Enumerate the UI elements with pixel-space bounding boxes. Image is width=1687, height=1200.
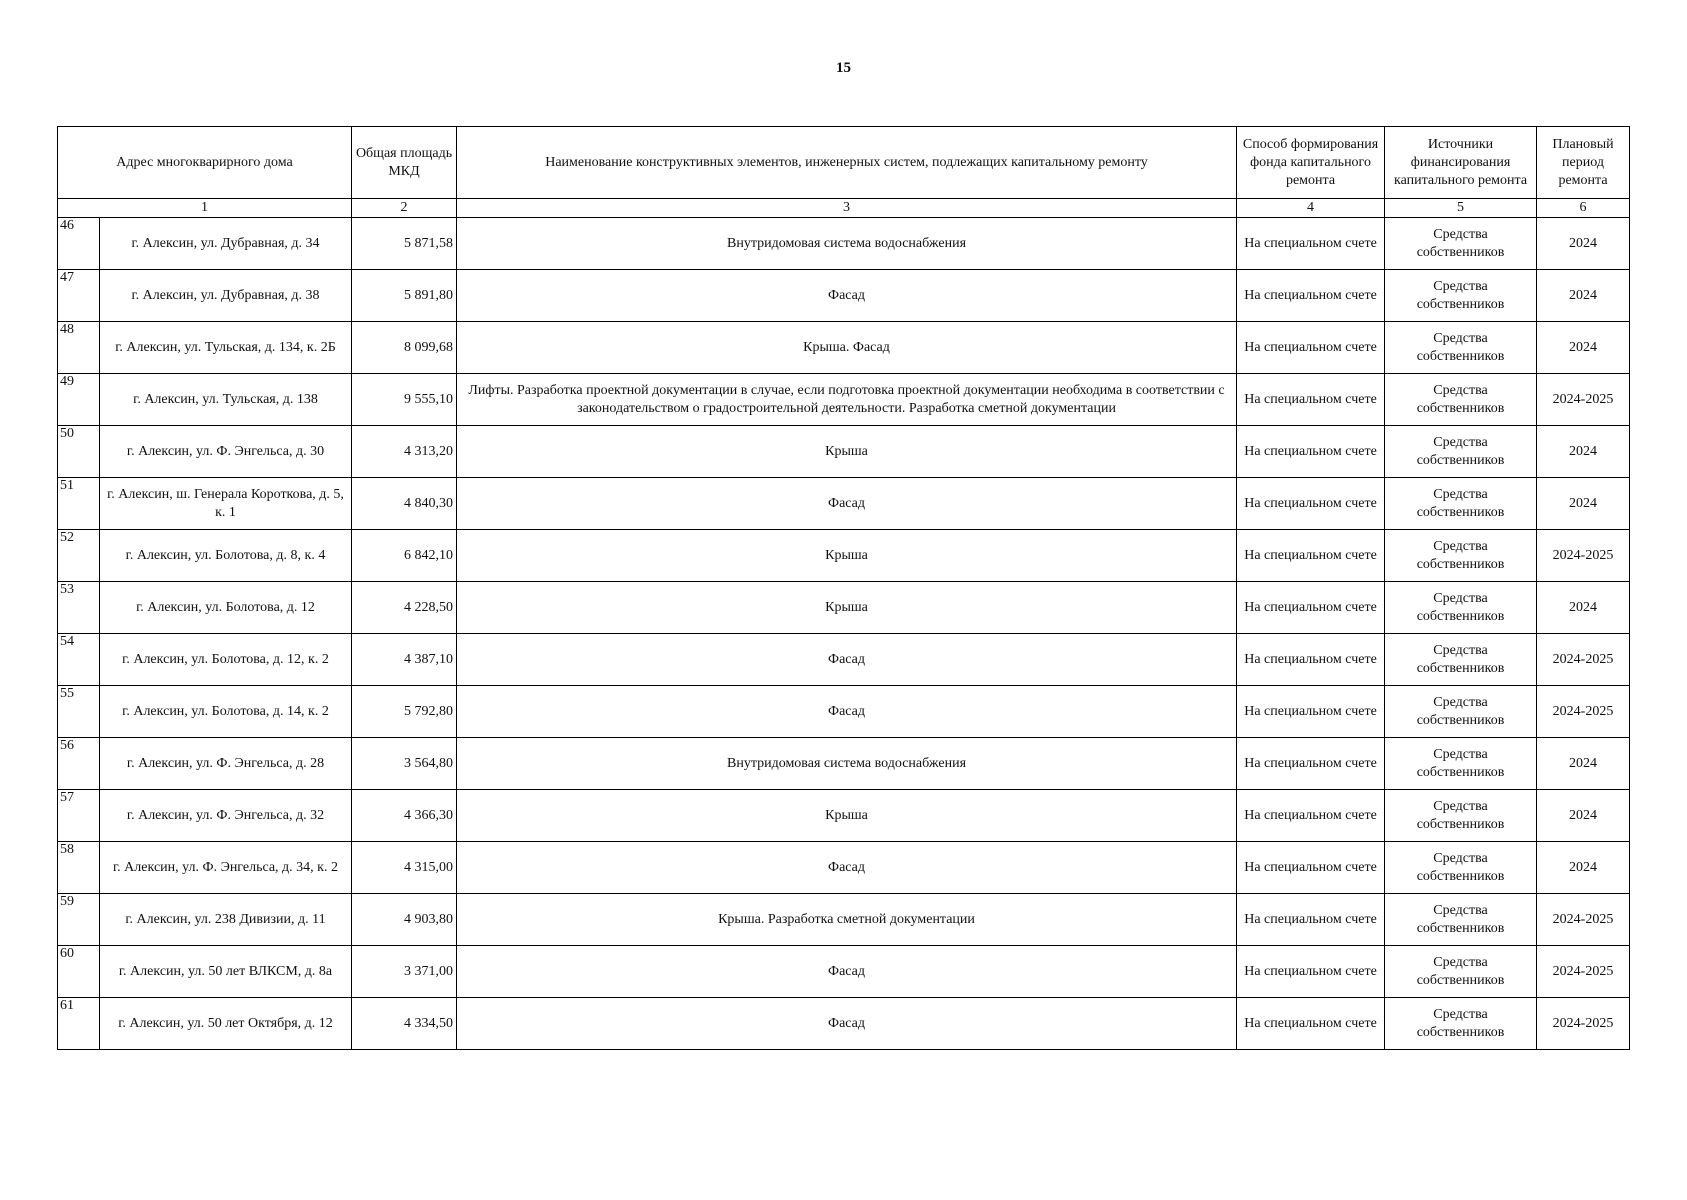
area-cell: 5 871,58 <box>352 218 457 270</box>
area-cell: 4 315,00 <box>352 842 457 894</box>
address-cell: г. Алексин, ш. Генерала Короткова, д. 5, к. 1 <box>100 478 352 530</box>
period-cell: 2024-2025 <box>1537 998 1630 1050</box>
funding-method-cell: На специальном счете <box>1237 270 1385 322</box>
address-cell: г. Алексин, ул. Ф. Энгельса, д. 32 <box>100 790 352 842</box>
table-row <box>58 686 1630 738</box>
period-cell: 2024 <box>1537 478 1630 530</box>
period-cell: 2024-2025 <box>1537 686 1630 738</box>
column-number: 6 <box>1537 199 1630 218</box>
funding-method-cell: На специальном счете <box>1237 894 1385 946</box>
work-cell: Фасад <box>457 270 1237 322</box>
column-header-address: Адрес многокварирного дома <box>58 127 352 199</box>
work-cell: Внутридомовая система водоснабжения <box>457 738 1237 790</box>
funding-method-cell: На специальном счете <box>1237 634 1385 686</box>
table-row <box>58 790 1630 842</box>
work-cell: Крыша <box>457 790 1237 842</box>
funding-source-cell: Средства собственников <box>1385 946 1537 998</box>
funding-source-cell: Средства собственников <box>1385 478 1537 530</box>
column-number: 1 <box>58 199 352 218</box>
column-header-source: Источники финансирования капитального ремонта <box>1385 127 1537 199</box>
row-number: 48 <box>58 322 100 374</box>
area-cell: 4 840,30 <box>352 478 457 530</box>
funding-source-cell: Средства собственников <box>1385 998 1537 1050</box>
funding-source-cell: Средства собственников <box>1385 634 1537 686</box>
period-cell: 2024 <box>1537 426 1630 478</box>
row-number: 61 <box>58 998 100 1050</box>
area-cell: 4 334,50 <box>352 998 457 1050</box>
column-header-method: Способ формирования фонда капитального ремонта <box>1237 127 1385 199</box>
area-cell: 4 387,10 <box>352 634 457 686</box>
funding-source-cell: Средства собственников <box>1385 374 1537 426</box>
funding-method-cell: На специальном счете <box>1237 478 1385 530</box>
column-number-row <box>58 199 1630 218</box>
table-row <box>58 530 1630 582</box>
funding-source-cell: Средства собственников <box>1385 686 1537 738</box>
work-cell: Крыша. Фасад <box>457 322 1237 374</box>
funding-source-cell: Средства собственников <box>1385 738 1537 790</box>
area-cell: 5 891,80 <box>352 270 457 322</box>
funding-source-cell: Средства собственников <box>1385 530 1537 582</box>
address-cell: г. Алексин, ул. Дубравная, д. 34 <box>100 218 352 270</box>
period-cell: 2024 <box>1537 322 1630 374</box>
row-number: 50 <box>58 426 100 478</box>
period-cell: 2024-2025 <box>1537 634 1630 686</box>
column-header-period: Плановый период ремонта <box>1537 127 1630 199</box>
table-row <box>58 946 1630 998</box>
period-cell: 2024-2025 <box>1537 530 1630 582</box>
funding-source-cell: Средства собственников <box>1385 426 1537 478</box>
address-cell: г. Алексин, ул. Ф. Энгельса, д. 28 <box>100 738 352 790</box>
work-cell: Фасад <box>457 478 1237 530</box>
row-number: 46 <box>58 218 100 270</box>
page-number: 15 <box>836 60 851 76</box>
area-cell: 6 842,10 <box>352 530 457 582</box>
row-number: 49 <box>58 374 100 426</box>
funding-method-cell: На специальном счете <box>1237 842 1385 894</box>
funding-source-cell: Средства собственников <box>1385 790 1537 842</box>
funding-source-cell: Средства собственников <box>1385 894 1537 946</box>
table-row <box>58 374 1630 426</box>
funding-method-cell: На специальном счете <box>1237 738 1385 790</box>
period-cell: 2024 <box>1537 582 1630 634</box>
column-header-area: Общая площадь МКД <box>352 127 457 199</box>
work-cell: Фасад <box>457 842 1237 894</box>
funding-source-cell: Средства собственников <box>1385 582 1537 634</box>
address-cell: г. Алексин, ул. Болотова, д. 12, к. 2 <box>100 634 352 686</box>
column-header-work: Наименование конструктивных элементов, инженерных систем, подлежащих капитальному ремонту <box>457 127 1237 199</box>
funding-method-cell: На специальном счете <box>1237 218 1385 270</box>
period-cell: 2024-2025 <box>1537 946 1630 998</box>
period-cell: 2024 <box>1537 218 1630 270</box>
address-cell: г. Алексин, ул. Ф. Энгельса, д. 34, к. 2 <box>100 842 352 894</box>
work-cell: Лифты. Разработка проектной документации в случае, если подготовка проектной документации необходима в соответствии с законодательством о градостроительной деятельности. Разработка сметной документации <box>457 374 1237 426</box>
funding-method-cell: На специальном счете <box>1237 530 1385 582</box>
work-cell: Фасад <box>457 946 1237 998</box>
funding-method-cell: На специальном счете <box>1237 582 1385 634</box>
table-row <box>58 582 1630 634</box>
area-cell: 9 555,10 <box>352 374 457 426</box>
funding-method-cell: На специальном счете <box>1237 322 1385 374</box>
row-number: 57 <box>58 790 100 842</box>
address-cell: г. Алексин, ул. Болотова, д. 14, к. 2 <box>100 686 352 738</box>
period-cell: 2024-2025 <box>1537 894 1630 946</box>
work-cell: Крыша <box>457 426 1237 478</box>
work-cell: Фасад <box>457 634 1237 686</box>
row-number: 58 <box>58 842 100 894</box>
row-number: 60 <box>58 946 100 998</box>
funding-method-cell: На специальном счете <box>1237 946 1385 998</box>
table-row <box>58 322 1630 374</box>
address-cell: г. Алексин, ул. 50 лет Октября, д. 12 <box>100 998 352 1050</box>
repair-plan-table <box>57 126 1630 1050</box>
period-cell: 2024 <box>1537 790 1630 842</box>
work-cell: Внутридомовая система водоснабжения <box>457 218 1237 270</box>
row-number: 47 <box>58 270 100 322</box>
period-cell: 2024-2025 <box>1537 374 1630 426</box>
funding-method-cell: На специальном счете <box>1237 374 1385 426</box>
row-number: 54 <box>58 634 100 686</box>
funding-method-cell: На специальном счете <box>1237 998 1385 1050</box>
table-row <box>58 426 1630 478</box>
funding-source-cell: Средства собственников <box>1385 218 1537 270</box>
area-cell: 3 371,00 <box>352 946 457 998</box>
table-row <box>58 634 1630 686</box>
table-row <box>58 218 1630 270</box>
row-number: 55 <box>58 686 100 738</box>
table-row <box>58 842 1630 894</box>
area-cell: 5 792,80 <box>352 686 457 738</box>
table-row <box>58 998 1630 1050</box>
funding-method-cell: На специальном счете <box>1237 686 1385 738</box>
area-cell: 4 228,50 <box>352 582 457 634</box>
period-cell: 2024 <box>1537 738 1630 790</box>
work-cell: Крыша <box>457 530 1237 582</box>
area-cell: 4 313,20 <box>352 426 457 478</box>
table-row <box>58 478 1630 530</box>
area-cell: 4 366,30 <box>352 790 457 842</box>
table-row <box>58 894 1630 946</box>
row-number: 59 <box>58 894 100 946</box>
period-cell: 2024 <box>1537 842 1630 894</box>
area-cell: 3 564,80 <box>352 738 457 790</box>
period-cell: 2024 <box>1537 270 1630 322</box>
row-number: 52 <box>58 530 100 582</box>
address-cell: г. Алексин, ул. Болотова, д. 8, к. 4 <box>100 530 352 582</box>
funding-source-cell: Средства собственников <box>1385 322 1537 374</box>
column-number: 5 <box>1385 199 1537 218</box>
address-cell: г. Алексин, ул. Дубравная, д. 38 <box>100 270 352 322</box>
row-number: 56 <box>58 738 100 790</box>
work-cell: Крыша. Разработка сметной документации <box>457 894 1237 946</box>
work-cell: Крыша <box>457 582 1237 634</box>
address-cell: г. Алексин, ул. Болотова, д. 12 <box>100 582 352 634</box>
column-number: 3 <box>457 199 1237 218</box>
address-cell: г. Алексин, ул. Тульская, д. 134, к. 2Б <box>100 322 352 374</box>
table-row <box>58 738 1630 790</box>
address-cell: г. Алексин, ул. Тульская, д. 138 <box>100 374 352 426</box>
funding-method-cell: На специальном счете <box>1237 790 1385 842</box>
address-cell: г. Алексин, ул. 238 Дивизии, д. 11 <box>100 894 352 946</box>
column-number: 2 <box>352 199 457 218</box>
table-body <box>58 218 1630 1050</box>
funding-source-cell: Средства собственников <box>1385 842 1537 894</box>
work-cell: Фасад <box>457 998 1237 1050</box>
address-cell: г. Алексин, ул. Ф. Энгельса, д. 30 <box>100 426 352 478</box>
area-cell: 8 099,68 <box>352 322 457 374</box>
work-cell: Фасад <box>457 686 1237 738</box>
area-cell: 4 903,80 <box>352 894 457 946</box>
funding-method-cell: На специальном счете <box>1237 426 1385 478</box>
column-number: 4 <box>1237 199 1385 218</box>
funding-source-cell: Средства собственников <box>1385 270 1537 322</box>
address-cell: г. Алексин, ул. 50 лет ВЛКСМ, д. 8а <box>100 946 352 998</box>
row-number: 53 <box>58 582 100 634</box>
row-number: 51 <box>58 478 100 530</box>
table-row <box>58 270 1630 322</box>
table-header-row <box>58 127 1630 199</box>
